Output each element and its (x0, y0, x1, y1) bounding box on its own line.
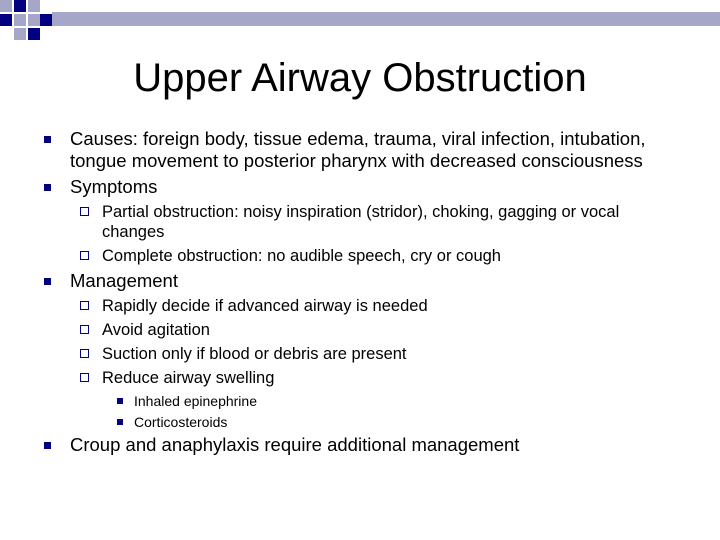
sub-bullet-partial-obstruction (44, 202, 684, 242)
bullet-text: Complete obstruction: no audible speech, cry or cough (102, 247, 501, 265)
sub-bullet-suction (44, 344, 684, 364)
small-square-bullet-icon (117, 419, 123, 425)
bullet-text: Avoid agitation (102, 321, 210, 339)
bullet-text: Reduce airway swelling (102, 369, 275, 387)
hollow-square-bullet-icon (80, 207, 89, 216)
bullet-text: Symptoms (70, 176, 158, 197)
bullet-management (44, 270, 684, 292)
square-bullet-icon (44, 184, 51, 191)
sub-bullet-complete-obstruction (44, 246, 684, 266)
bullet-text: Causes: foreign body, tissue edema, trauma, viral infection, intubation, tongue movement to posterior pharynx with decreased consciousness (70, 128, 646, 171)
bullet-text: Inhaled epinephrine (134, 393, 257, 409)
header-decoration (0, 0, 720, 40)
bullet-text: Corticosteroids (134, 414, 228, 430)
bullet-croup-anaphylaxis (44, 434, 684, 456)
slide-title: Upper Airway Obstruction (133, 56, 587, 100)
square-bullet-icon (44, 136, 51, 143)
sub-bullet-avoid-agitation (44, 320, 684, 340)
sub-sub-bullet-epinephrine (44, 392, 684, 410)
hollow-square-bullet-icon (80, 251, 89, 260)
sub-sub-bullet-corticosteroids (44, 413, 684, 431)
bullet-text: Partial obstruction: noisy inspiration (stridor), choking, gagging or vocal changes (102, 203, 620, 241)
bullet-text: Croup and anaphylaxis require additional management (70, 434, 520, 455)
bullet-causes (44, 128, 684, 172)
hollow-square-bullet-icon (80, 325, 89, 334)
hollow-square-bullet-icon (80, 301, 89, 310)
bullet-text: Suction only if blood or debris are present (102, 345, 407, 363)
square-bullet-icon (44, 442, 51, 449)
bullet-symptoms (44, 176, 684, 198)
small-square-bullet-icon (117, 398, 123, 404)
square-bullet-icon (44, 278, 51, 285)
sub-bullet-reduce-swelling (44, 368, 684, 388)
hollow-square-bullet-icon (80, 373, 89, 382)
sub-bullet-decide-airway (44, 296, 684, 316)
hollow-square-bullet-icon (80, 349, 89, 358)
slide-body (44, 128, 684, 460)
bullet-text: Rapidly decide if advanced airway is needed (102, 297, 428, 315)
bullet-text: Management (70, 270, 178, 291)
